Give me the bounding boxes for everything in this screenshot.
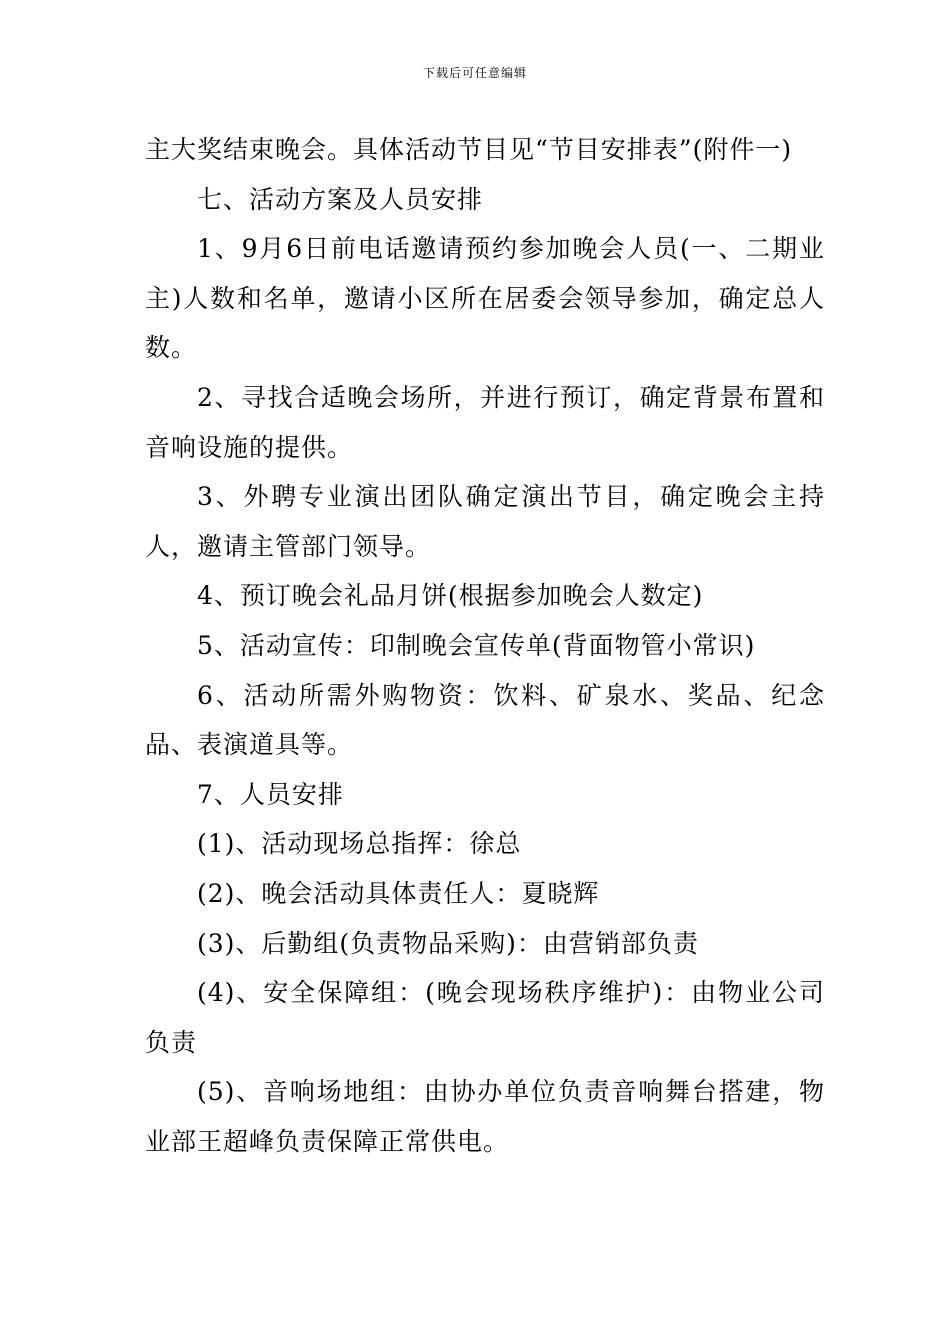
- sub-list-item: (1)、活动现场总指挥：徐总: [197, 829, 522, 859]
- paragraph-continuation: 主大奖结束晚会。具体活动节目见“节目安排表”(附件一): [145, 135, 793, 164]
- list-item: 4、预订晚会礼品月饼(根据参加晚会人数定): [197, 581, 704, 611]
- list-item: 2、寻找合适晚会场所，并进行预订，确定背景布置和音响设施的提供。: [145, 382, 825, 462]
- list-item: 6、活动所需外购物资：饮料、矿泉水、奖品、纪念品、表演道具等。: [145, 680, 825, 760]
- sub-list-item: (2)、晚会活动具体责任人：夏晓辉: [197, 878, 600, 908]
- page-header: 下载后可任意编辑: [422, 66, 527, 80]
- list-item: 1、9月6日前电话邀请预约参加晚会人员(一、二期业主)人数和名单，邀请小区所在居委会领导参加，确定总人数。: [145, 234, 825, 363]
- list-item: 3、外聘专业演出团队确定演出节目，确定晚会主持人，邀请主管部门领导。: [145, 482, 825, 561]
- list-item: 7、人员安排: [197, 779, 344, 809]
- section-heading: 七、活动方案及人员安排: [197, 184, 484, 214]
- sub-list-item: (5)、音响场地组：由协办单位负责音响舞台搭建，物业部王超峰负责保障正常供电。: [145, 1077, 825, 1156]
- sub-list-item: (4)、安全保障组：(晚会现场秩序维护)：由物业公司负责: [145, 978, 825, 1057]
- document-body: [145, 125, 825, 1166]
- sub-list-item: (3)、后勤组(负责物品采购)：由营销部负责: [197, 928, 699, 958]
- list-item: 5、活动宣传：印制晚会宣传单(背面物管小常识): [197, 630, 756, 660]
